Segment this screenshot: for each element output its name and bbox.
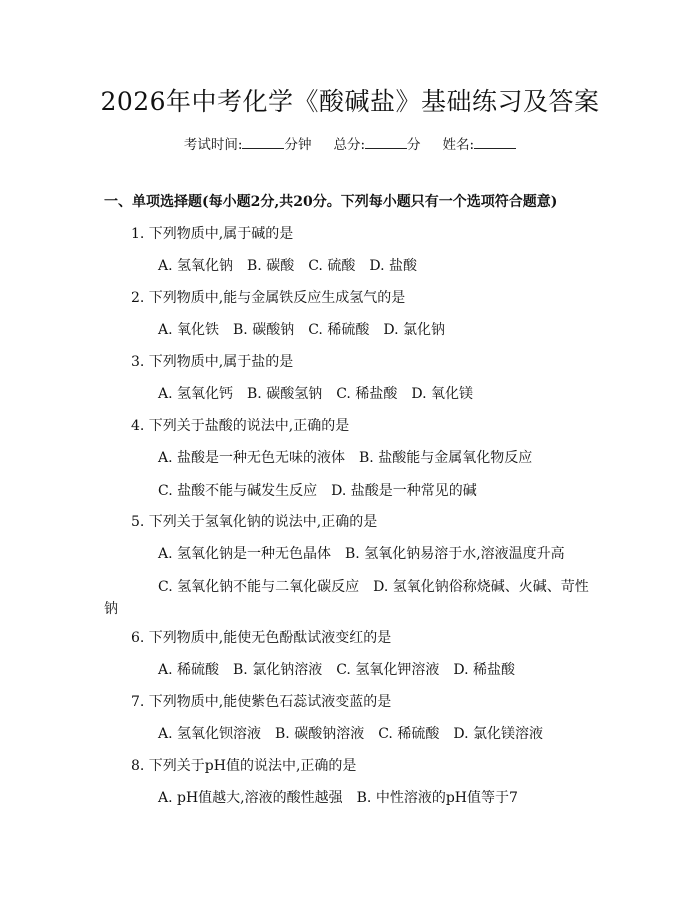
question-stem: 8. 下列关于pH值的说法中,正确的是 [131, 758, 357, 774]
option-row [158, 659, 515, 679]
question-stem: 2. 下列物质中,能与金属铁反应生成氢气的是 [131, 290, 406, 306]
score-unit: 分 [407, 137, 421, 153]
option: C. 氢氧化钠不能与二氧化碳反应 [158, 579, 360, 595]
option: B. 中性溶液的pH值等于7 [356, 790, 518, 806]
option: B. 碳酸钠 [233, 322, 295, 338]
option: B. 氢氧化钠易溶于水,溶液温度升高 [345, 546, 565, 562]
option: D. 氧化镁 [411, 386, 473, 402]
option-row [158, 319, 445, 339]
question-stem: 3. 下列物质中,属于盐的是 [131, 354, 294, 370]
option: D. 稀盐酸 [453, 662, 515, 678]
option: C. 稀硫酸 [378, 726, 440, 742]
option-row [158, 787, 518, 807]
option: B. 盐酸能与金属氧化物反应 [359, 450, 533, 466]
option: A. 氢氧化钡溶液 [158, 726, 262, 742]
option-row [158, 255, 417, 275]
name-blank[interactable] [474, 135, 516, 149]
option: C. 氢氧化钾溶液 [336, 662, 440, 678]
score-blank[interactable] [365, 135, 407, 149]
question-stem: 6. 下列物质中,能使无色酚酞试液变红的是 [131, 630, 392, 646]
option-wrap-text: 钠 [104, 601, 118, 617]
exam-info-line [0, 133, 700, 153]
option: A. 氢氧化钠 [158, 258, 234, 274]
option-row [158, 383, 473, 403]
option: D. 盐酸是一种常见的碱 [331, 483, 477, 499]
option: C. 盐酸不能与碱发生反应 [158, 483, 318, 499]
option: C. 硫酸 [308, 258, 356, 274]
option-row [158, 723, 543, 743]
option: A. 盐酸是一种无色无味的液体 [158, 450, 346, 466]
name-label: 姓名: [442, 137, 475, 153]
time-label: 考试时间: [183, 137, 243, 153]
option: B. 氯化钠溶液 [233, 662, 323, 678]
time-unit: 分钟 [284, 137, 312, 153]
option: D. 氯化镁溶液 [453, 726, 543, 742]
option: A. 稀硫酸 [158, 662, 220, 678]
question-stem: 1. 下列物质中,属于碱的是 [131, 226, 294, 242]
option: A. pH值越大,溶液的酸性越强 [158, 790, 343, 806]
option: C. 稀盐酸 [336, 386, 398, 402]
option: B. 碳酸氢钠 [247, 386, 323, 402]
question-stem: 7. 下列物质中,能使紫色石蕊试液变蓝的是 [131, 694, 392, 710]
question-stem: 4. 下列关于盐酸的说法中,正确的是 [131, 418, 350, 434]
option-row [158, 447, 532, 467]
section-heading: 一、单项选择题(每小题2分,共20分。下列每小题只有一个选项符合题意) [104, 194, 558, 210]
option-row [158, 480, 477, 500]
question-stem: 5. 下列关于氢氧化钠的说法中,正确的是 [131, 514, 378, 530]
option: B. 碳酸 [247, 258, 295, 274]
score-label: 总分: [333, 137, 366, 153]
option: D. 氢氧化钠俗称烧碱、火碱、苛性 [373, 579, 589, 595]
time-blank[interactable] [242, 135, 284, 149]
option-row [158, 543, 565, 563]
option-row [158, 576, 589, 596]
option: A. 氢氧化钙 [158, 386, 234, 402]
option: D. 盐酸 [369, 258, 417, 274]
option: B. 碳酸钠溶液 [275, 726, 365, 742]
page-title: 2026年中考化学《酸碱盐》基础练习及答案 [100, 87, 600, 116]
option: C. 稀硫酸 [308, 322, 370, 338]
option: A. 氢氧化钠是一种无色晶体 [158, 546, 332, 562]
option: D. 氯化钠 [383, 322, 445, 338]
option: A. 氧化铁 [158, 322, 220, 338]
